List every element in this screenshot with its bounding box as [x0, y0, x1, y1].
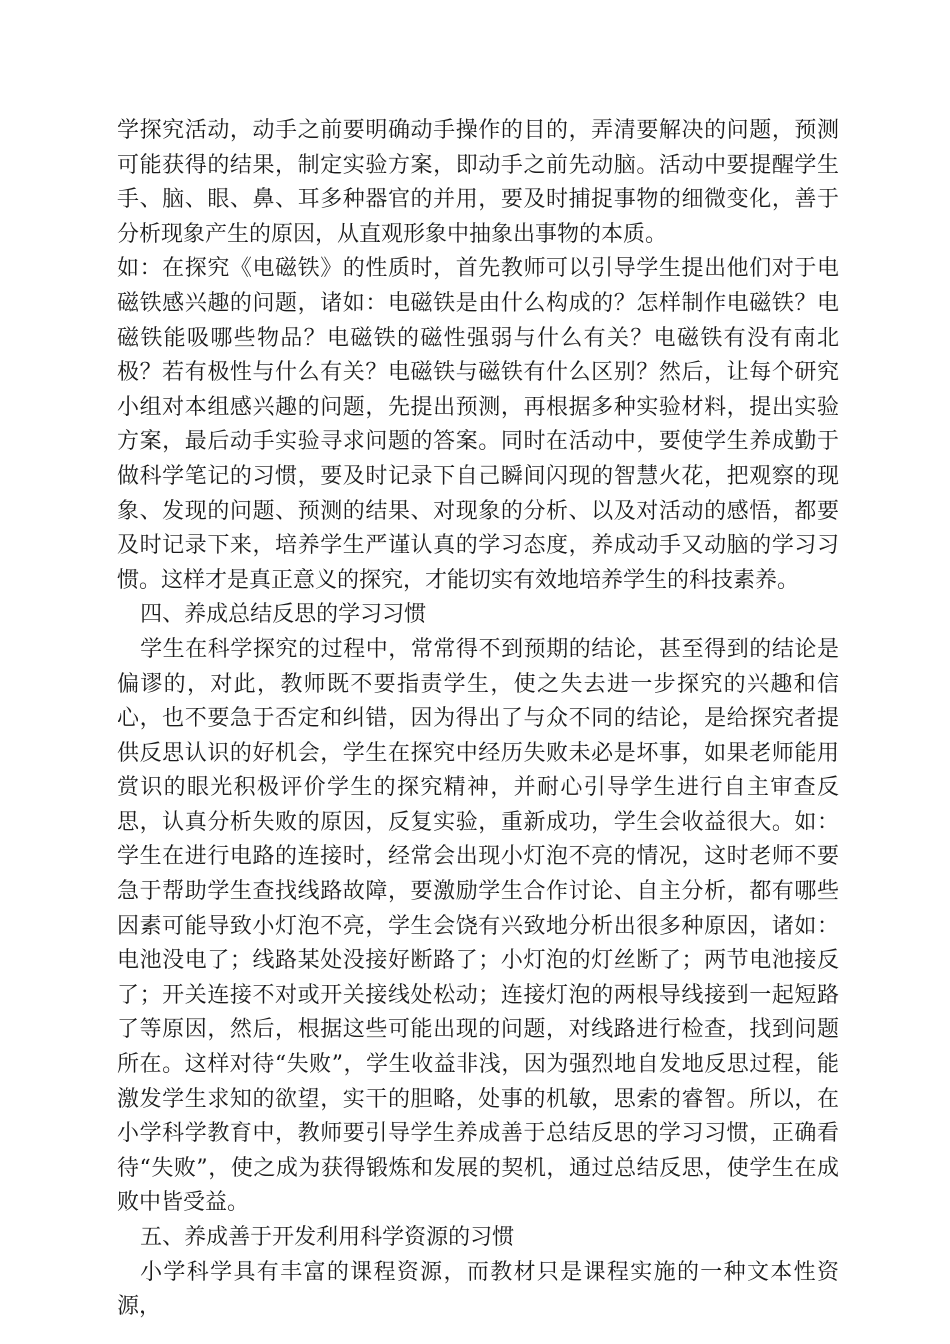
document-page	[117, 114, 839, 1325]
paragraph-resources: 小学科学具有丰富的课程资源，而教材只是课程实施的一种文本性资源，	[117, 1259, 839, 1320]
paragraph-electromagnet-example: 如：在探究《电磁铁》的性质时，首先教师可以引导学生提出他们对于电磁铁感兴趣的问题，诸如：电磁铁是由什么构成的？怎样制作电磁铁？电磁铁能吸哪些物品？电磁铁的磁性强弱与什么有关？电磁铁有没有南北极？若有极性与什么有关？电磁铁与磁铁有什么区别？然后，让每个研究小组对本组感兴趣的问题，先提出预测，再根据多种实验材料，提出实验方案，最后动手实验寻求问题的答案。同时在活动中，要使学生养成勤于做科学笔记的习惯，要及时记录下自己瞬间闪现的智慧火花，把观察的现象、发现的问题、预测的结果、对现象的分析、以及对活动的感悟，都要及时记录下来，培养学生严谨认真的学习态度，养成动手又动脑的学习习惯。这样才是真正意义的探究，才能切实有效地培养学生的科技素养。	[117, 256, 839, 593]
paragraph-reflection: 学生在科学探究的过程中，常常得不到预期的结论，甚至得到的结论是偏谬的，对此，教师既不要指责学生，使之失去进一步探究的兴趣和信心，也不要急于否定和纠错，因为得出了与众不同的结论，是给探究者提供反思认识的好机会，学生在探究中经历失败未必是坏事，如果老师能用赏识的眼光积极评价学生的探究精神，并耐心引导学生进行自主审查反思，认真分析失败的原因，反复实验，重新成功，学生会收益很大。如：学生在进行电路的连接时，经常会出现小灯泡不亮的情况，这时老师不要急于帮助学生查找线路故障，要激励学生合作讨论、自主分析，都有哪些因素可能导致小灯泡不亮，学生会饶有兴致地分析出很多种原因，诸如：电池没电了；线路某处没接好断路了；小灯泡的灯丝断了；两节电池接反了；开关连接不对或开关接线处松动；连接灯泡的两根导线接到一起短路了等原因，然后，根据这些可能出现的问题，对线路进行检查，找到问题所在。这样对待“失败”，学生收益非浅，因为强烈地自发地反思过程，能激发学生求知的欲望，实干的胆略，处事的机敏，思索的睿智。所以，在小学科学教育中，教师要引导学生养成善于总结反思的学习习惯，正确看待“失败”，使之成为获得锻炼和发展的契机，通过总结反思，使学生在成败中皆受益。	[117, 636, 839, 1216]
section-heading-resources: 五、养成善于开发利用科学资源的习惯	[140, 1225, 515, 1250]
section-heading-reflection: 四、养成总结反思的学习习惯	[140, 602, 427, 628]
paragraph-inquiry-activity: 学探究活动，动手之前要明确动手操作的目的，弄清要解决的问题，预测可能获得的结果，制定实验方案，即动手之前先动脑。活动中要提醒学生手、脑、眼、鼻、耳多种器官的并用，要及时捕捉事物的细微变化，善于分析现象产生的原因，从直观形象中抽象出事物的本质。	[117, 118, 839, 247]
